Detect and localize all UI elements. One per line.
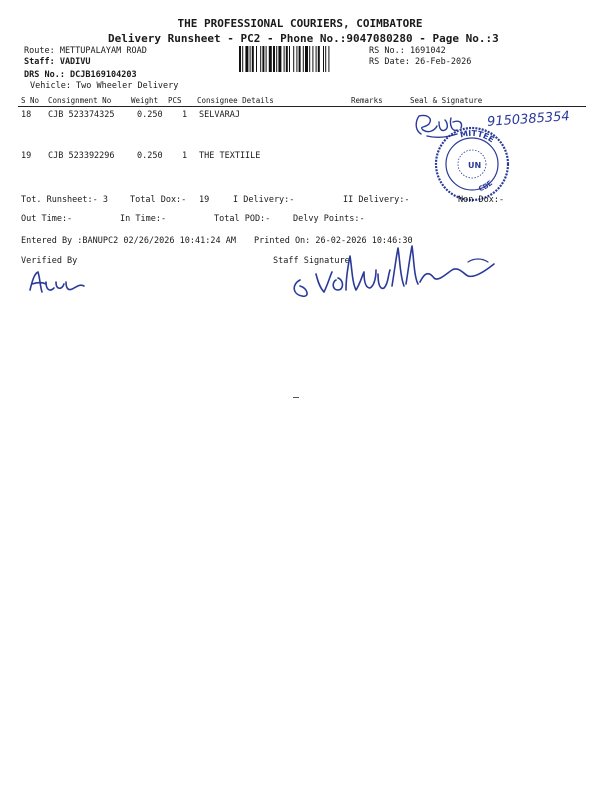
printed-on: Printed On: 26-02-2026 10:46:30 xyxy=(254,236,413,246)
verifier-signature xyxy=(24,268,94,298)
entered-by: Entered By :BANUPC2 02/26/2026 10:41:24 AM xyxy=(21,236,236,246)
total-dox-value: 19 xyxy=(199,195,210,205)
verified-by-label: Verified By xyxy=(21,256,78,266)
col-header-pcs: PCS xyxy=(168,96,182,105)
row-pcs: 1 xyxy=(182,151,188,161)
col-header-consignee: Consignee Details xyxy=(197,96,274,105)
drs-line: DRS No.: DCJB169104203 xyxy=(24,70,137,80)
rs-number: RS No.: 1691042 xyxy=(369,46,446,56)
seal-text-top: MITTEE xyxy=(459,128,496,145)
row-consignee: THE TEXTIILE xyxy=(199,151,261,161)
total-pod: Total POD:- xyxy=(214,214,271,224)
row-consignment: CJB 523392296 xyxy=(48,151,115,161)
row-sno: 19 xyxy=(21,151,32,161)
company-seal xyxy=(428,124,514,202)
row-pcs: 1 xyxy=(182,110,188,120)
row-consignee: SELVARAJ xyxy=(199,110,240,120)
barcode xyxy=(239,46,365,72)
svg-text:MITTEE xyxy=(459,129,496,145)
col-header-consignment: Consignment No xyxy=(48,96,112,105)
seal-text-bottom: CBE xyxy=(477,179,495,194)
header-divider xyxy=(18,106,586,107)
runsheet-subtitle: Delivery Runsheet - PC2 - Phone No.:9047080280 - Page No.:3 xyxy=(108,32,499,45)
ii-delivery: II Delivery:- xyxy=(343,195,410,205)
staff-signature xyxy=(288,234,518,304)
scan-speck xyxy=(293,397,299,398)
seal-text-mid: UN xyxy=(468,161,482,170)
in-time: In Time:- xyxy=(120,214,167,224)
row-sno: 18 xyxy=(21,110,32,120)
col-header-weight: Weight xyxy=(131,96,159,105)
out-time: Out Time:- xyxy=(21,214,73,224)
row-consignment: CJB 523374325 xyxy=(48,110,115,120)
delvy-points: Delvy Points:- xyxy=(293,214,365,224)
row-weight: 0.250 xyxy=(137,151,163,161)
rs-date: RS Date: 26-Feb-2026 xyxy=(369,57,472,67)
total-dox-label: Total Dox:- xyxy=(130,195,187,205)
col-header-seal-signature: Seal & Signature xyxy=(410,96,483,105)
total-runsheet: Tot. Runsheet:- 3 xyxy=(21,195,108,205)
staff-signature-label: Staff Signature xyxy=(273,256,350,266)
col-header-remarks: Remarks xyxy=(351,96,383,105)
staff-line: Staff: VADIVU xyxy=(24,57,91,67)
handwritten-phone: 9150385354 xyxy=(486,109,571,130)
company-title: THE PROFESSIONAL COURIERS, COIMBATORE xyxy=(177,17,423,30)
vehicle-line: Vehicle: Two Wheeler Delivery xyxy=(30,81,179,91)
row-weight: 0.250 xyxy=(137,110,163,120)
non-dox: Non Dox:- xyxy=(458,195,505,205)
col-header-sno: S No xyxy=(21,96,40,105)
route-line: Route: METTUPALAYAM ROAD xyxy=(24,46,147,56)
i-delivery: I Delivery:- xyxy=(233,195,295,205)
